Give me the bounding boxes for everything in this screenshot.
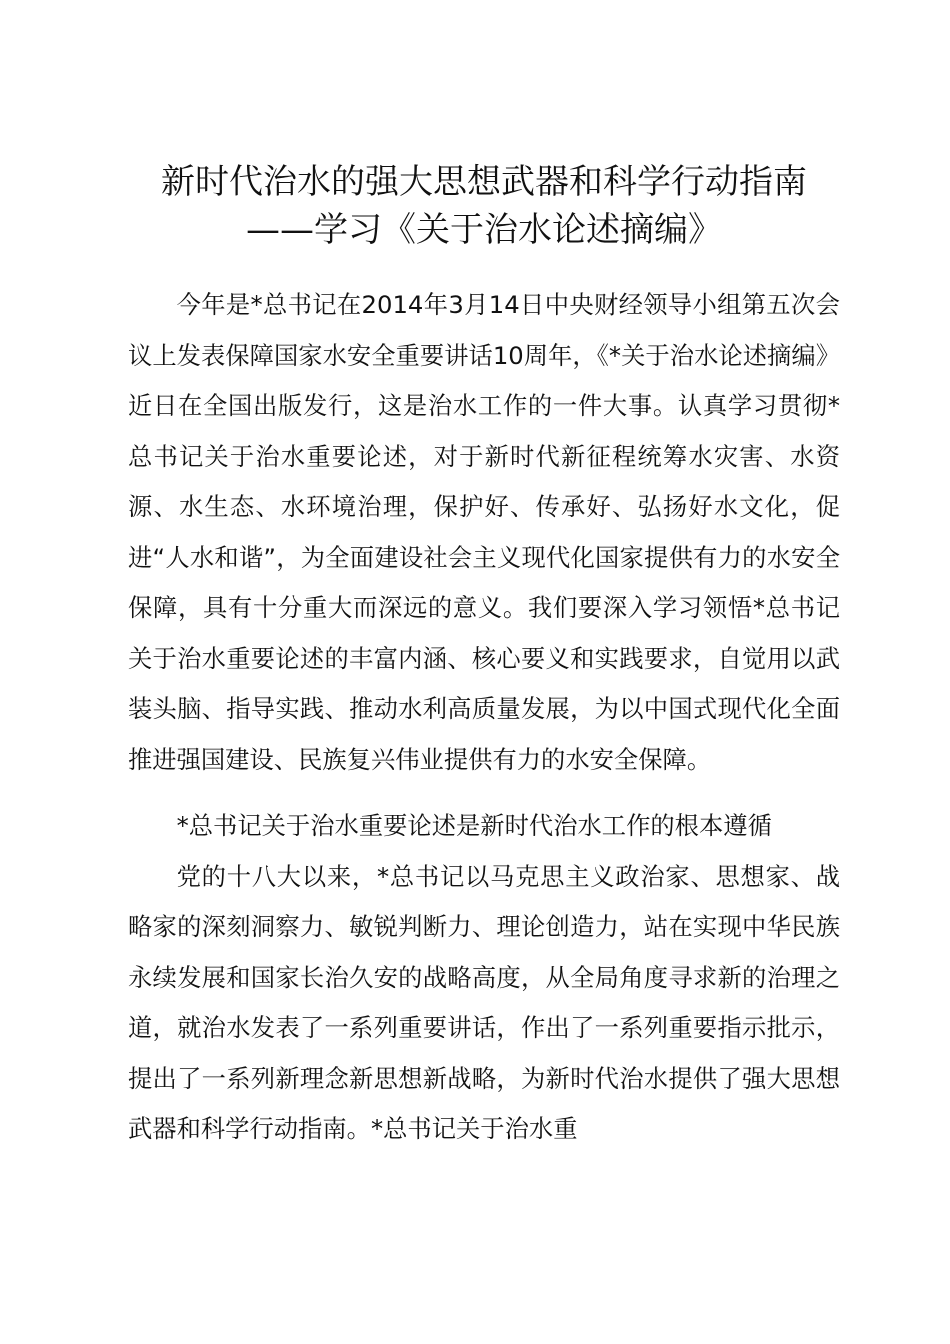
section-paragraph: 党的十八大以来，*总书记以马克思主义政治家、思想家、战略家的深刻洞察力、敏锐判断力、理论创造力，站在实现中华民族永续发展和国家长治久安的战略高度，从全局角度寻求新的治理之道，就治水发表了一系列重要讲话，作出了一系列重要指示批示，提出了一系列新理念新思想新战略，为新时代治水提供了强大思想武器和科学行动指南。*总书记关于治水重 — [128, 861, 840, 1143]
intro-paragraph: 今年是*总书记在2014年3月14日中央财经领导小组第五次会议上发表保障国家水安全重要讲话10周年，《*关于治水论述摘编》近日在全国出版发行，这是治水工作的一件大事。认真学习贯彻*总书记关于治水重要论述，对于新时代新征程统筹水灾害、水资源、水生态、水环境治理，保护好、传承好、弘扬好水文化，促进“人水和谐”，为全面建设社会主义现代化国家提供有力的水安全保障，具有十分重大而深远的意义。我们要深入学习领悟*总书记关于治水重要论述的丰富内涵、核心要义和实践要求，自觉用以武装头脑、指导实践、推动水利高质量发展，为以中国式现代化全面推进强国建设、民族复兴伟业提供有力的水安全保障。 — [128, 290, 840, 774]
document-body — [128, 280, 840, 1155]
document-title: 新时代治水的强大思想武器和科学行动指南——学习《关于治水论述摘编》 — [161, 162, 807, 250]
section-heading: *总书记关于治水重要论述是新时代治水工作的根本遵循 — [176, 811, 772, 840]
